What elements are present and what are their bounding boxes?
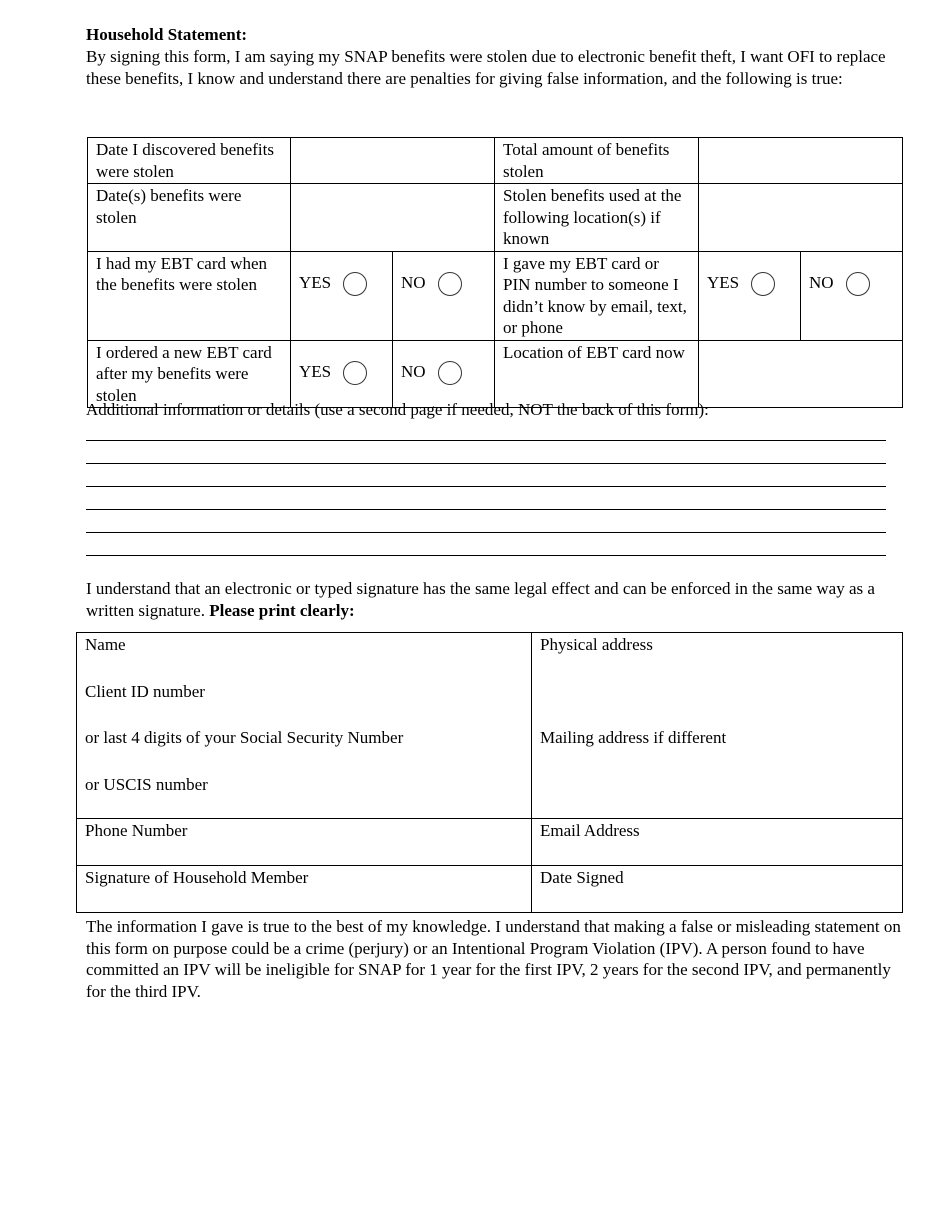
signature-statement-text: I understand that an electronic or typed signature has the same legal effect and can be enforced in the same way as a written signature. (86, 579, 875, 620)
dates-stolen-label: Date(s) benefits were stolen (88, 184, 291, 252)
card-location-field[interactable] (699, 340, 903, 408)
ordered-card-yes-radio[interactable] (343, 361, 367, 385)
gave-pin-yes-radio[interactable] (751, 272, 775, 296)
additional-info-line-2[interactable] (86, 463, 886, 464)
ordered-card-no-cell (393, 340, 495, 408)
locations-used-field[interactable] (699, 184, 903, 252)
gave-pin-label: I gave my EBT card or PIN number to someone I didn’t know by email, text, or phone (495, 251, 699, 340)
total-amount-label: Total amount of benefits stolen (495, 138, 699, 184)
gave-pin-yes-cell (699, 251, 801, 340)
had-card-no-cell (393, 251, 495, 340)
uscis-label: or USCIS number (85, 774, 208, 794)
yes-label: YES (707, 272, 740, 292)
date-signed-label: Date Signed (540, 868, 624, 887)
signature-label: Signature of Household Member (85, 868, 309, 887)
additional-info-line-3[interactable] (86, 486, 886, 487)
benefit-theft-table (87, 137, 903, 408)
dates-stolen-field[interactable] (291, 184, 495, 252)
perjury-statement: The information I gave is true to the best of my knowledge. I understand that making a false or misleading statement on this form on purpose could be a crime (perjury) or an Intentional Program Violation (IPV). A person found to have committed an IPV will be ineligible for SNAP for 1 year for the first IPV, 2 years for the second IPV, and permanently for the third IPV. (86, 917, 901, 1001)
date-discovered-field[interactable] (291, 138, 495, 184)
additional-info-line-4[interactable] (86, 509, 886, 510)
additional-info-line-5[interactable] (86, 532, 886, 533)
card-location-label: Location of EBT card now (495, 340, 699, 408)
additional-info-label: Additional information or details (use a second page if needed, NOT the back of this form): (86, 400, 709, 419)
additional-info-line-6[interactable] (86, 555, 886, 556)
ordered-card-no-radio[interactable] (438, 361, 462, 385)
ordered-card-yes-cell (291, 340, 393, 408)
ssn-label: or last 4 digits of your Social Security Number (85, 728, 404, 747)
additional-info-line-1[interactable] (86, 440, 886, 441)
physical-address-label: Physical address (540, 635, 653, 654)
total-amount-field[interactable] (699, 138, 903, 184)
locations-used-label: Stolen benefits used at the following location(s) if known (495, 184, 699, 252)
yes-label: YES (299, 272, 332, 292)
identity-table (76, 632, 903, 913)
address-cell[interactable] (532, 633, 903, 819)
no-label: NO (401, 272, 426, 292)
yes-label: YES (299, 361, 332, 381)
signature-statement (86, 578, 901, 621)
client-id-label: Client ID number (85, 681, 205, 701)
had-card-label: I had my EBT card when the benefits were stolen (88, 251, 291, 340)
email-cell[interactable] (532, 819, 903, 866)
had-card-no-radio[interactable] (438, 272, 462, 296)
print-clearly-emphasis: Please print clearly: (209, 600, 355, 620)
section-heading: Household Statement: (86, 25, 248, 44)
phone-label: Phone Number (85, 821, 188, 840)
mailing-address-label: Mailing address if different (540, 727, 727, 747)
gave-pin-no-radio[interactable] (846, 272, 870, 296)
date-signed-cell[interactable] (532, 866, 903, 913)
name-label: Name (85, 635, 126, 654)
identity-cell[interactable] (77, 633, 532, 819)
no-label: NO (401, 361, 426, 381)
no-label: NO (809, 272, 834, 292)
gave-pin-no-cell (801, 251, 903, 340)
phone-cell[interactable] (77, 819, 532, 866)
intro-paragraph: By signing this form, I am saying my SNAP benefits were stolen due to electronic benefit theft, I want OFI to replace these benefits, I know and understand there are penalties for giving false information, and the following is true: (86, 47, 886, 88)
signature-cell[interactable] (77, 866, 532, 913)
had-card-yes-cell (291, 251, 393, 340)
had-card-yes-radio[interactable] (343, 272, 367, 296)
email-label: Email Address (540, 821, 640, 840)
date-discovered-label: Date I discovered benefits were stolen (88, 138, 291, 184)
ordered-card-label: I ordered a new EBT card after my benefits were stolen (88, 340, 291, 408)
